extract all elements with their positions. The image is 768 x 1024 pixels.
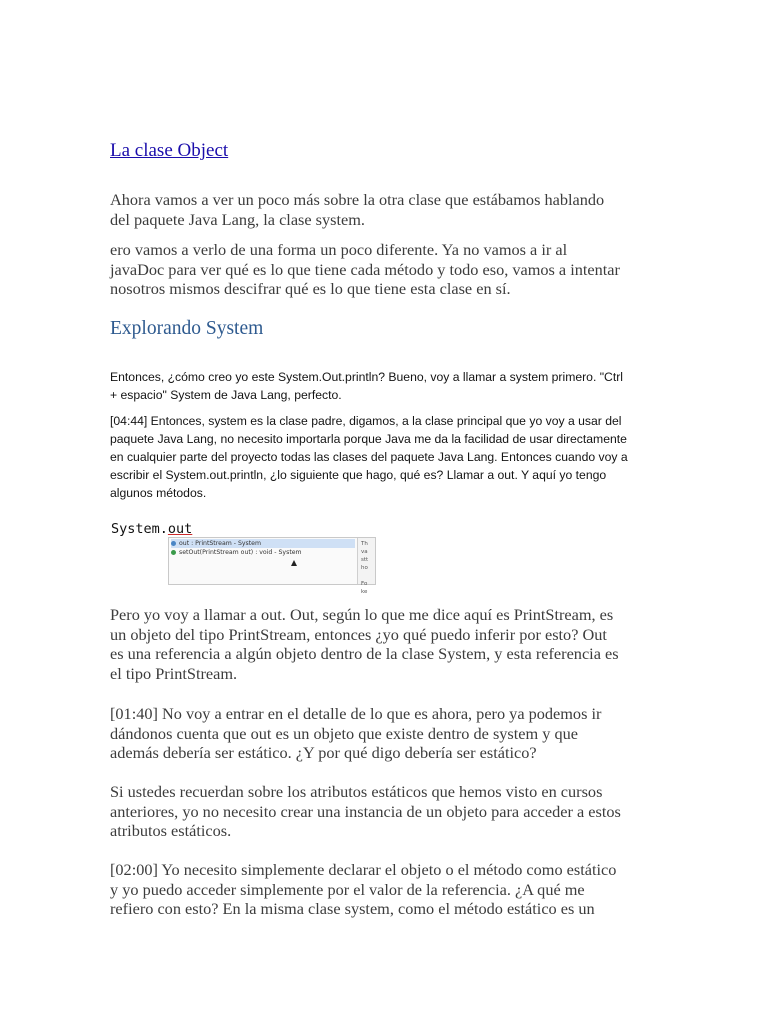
code-line — [111, 521, 192, 537]
text-line: [02:00] Yo necesito simplemente declarar el objeto o el método como estático — [110, 860, 617, 879]
body-paragraph-4 — [110, 860, 670, 919]
text-line: un objeto del tipo PrintStream, entonces ¿yo qué puedo inferir por esto? Out — [110, 624, 607, 644]
autocomplete-item — [171, 548, 355, 557]
field-icon — [171, 541, 176, 546]
intro-paragraph-1 — [110, 190, 670, 229]
sans-paragraph-1 — [110, 368, 670, 404]
preview-line: ke — [361, 589, 368, 595]
text-line: y yo puedo acceder simplemente por el valor de la referencia. ¿A qué me — [110, 879, 585, 899]
autocomplete-item-label: out : PrintStream - System — [179, 540, 262, 547]
text-line: dándonos cuenta que out es un objeto que existe dentro de system y que — [110, 723, 578, 743]
text-line: Entonces, ¿cómo creo yo este System.Out.println? Bueno, voy a llamar a system primero. "Ctrl — [110, 370, 624, 384]
preview-spacer — [361, 572, 375, 580]
text-line: el tipo PrintStream. — [110, 663, 238, 683]
body-paragraph-1 — [110, 605, 670, 683]
text-line: ero vamos a verlo de una forma un poco diferente. Ya no vamos a ir al — [110, 240, 568, 259]
autocomplete-item — [171, 539, 355, 548]
text-line: javaDoc para ver qué es lo que tiene cada método y todo eso, vamos a intentar — [110, 259, 620, 279]
body-paragraph-2 — [110, 704, 670, 763]
text-line: atributos estáticos. — [110, 821, 232, 841]
sans-paragraph-2 — [110, 412, 670, 502]
code-word: out — [167, 521, 193, 537]
text-line: nosotros mismos descifrar qué es lo que tiene esta clase en sí. — [110, 279, 511, 299]
text-line: Pero yo voy a llamar a out. Out, según lo que me dice aquí es PrintStream, es — [110, 605, 614, 624]
intro-paragraph-2 — [110, 240, 670, 299]
preview-line: stt — [361, 557, 369, 563]
text-line: [04:44] Entonces, system es la clase padre, digamos, a la clase principal que yo voy a usar del — [110, 414, 622, 428]
javadoc-preview — [361, 540, 375, 596]
preview-line: ho — [361, 565, 368, 571]
code-prefix: System. — [111, 521, 168, 537]
text-line: algunos métodos. — [110, 486, 207, 500]
method-icon — [171, 550, 176, 555]
text-line: + espacio" System de Java Lang, perfecto. — [110, 388, 342, 402]
section-heading: Explorando System — [110, 318, 264, 339]
text-line: es una referencia a algún objeto dentro de la clase System, y esta referencia es — [110, 644, 619, 664]
code-completion-screenshot — [110, 519, 376, 595]
autocomplete-list — [169, 538, 358, 584]
text-line: en cualquier parte del proyecto todas las clases del paquete Java Lang. Entonces cuando voy a — [110, 450, 628, 464]
preview-line: Fo — [361, 581, 368, 587]
text-line: escribir el System.out.println, ¿lo siguiente que hago, qué es? Llamar a out. Y aquí yo tengo — [110, 468, 607, 482]
autocomplete-item-label: setOut(PrintStream out) : void - System — [179, 549, 302, 556]
body-paragraph-3 — [110, 782, 670, 841]
preview-line: Th — [361, 541, 368, 547]
text-line: anteriores, yo no necesito crear una instancia de un objeto para acceder a estos — [110, 801, 621, 821]
title-link[interactable]: La clase Object — [110, 140, 229, 161]
text-line: del paquete Java Lang, la clase system. — [110, 209, 365, 229]
text-line: Si ustedes recuerdan sobre los atributos estáticos que hemos visto en cursos — [110, 782, 603, 801]
text-line: paquete Java Lang, no necesito importarla porque Java me da la facilidad de usar directamente — [110, 432, 627, 446]
text-line: refiero con esto? En la misma clase system, como el método estático es un — [110, 899, 595, 919]
text-line: además debería ser estático. ¿Y por qué digo debería ser estático? — [110, 743, 537, 763]
autocomplete-popup — [168, 537, 376, 595]
preview-line: va — [361, 549, 368, 555]
text-line: [01:40] No voy a entrar en el detalle de lo que es ahora, pero ya podemos ir — [110, 704, 602, 723]
mouse-cursor-icon — [291, 560, 297, 566]
text-line: Ahora vamos a ver un poco más sobre la otra clase que estábamos hablando — [110, 190, 605, 209]
